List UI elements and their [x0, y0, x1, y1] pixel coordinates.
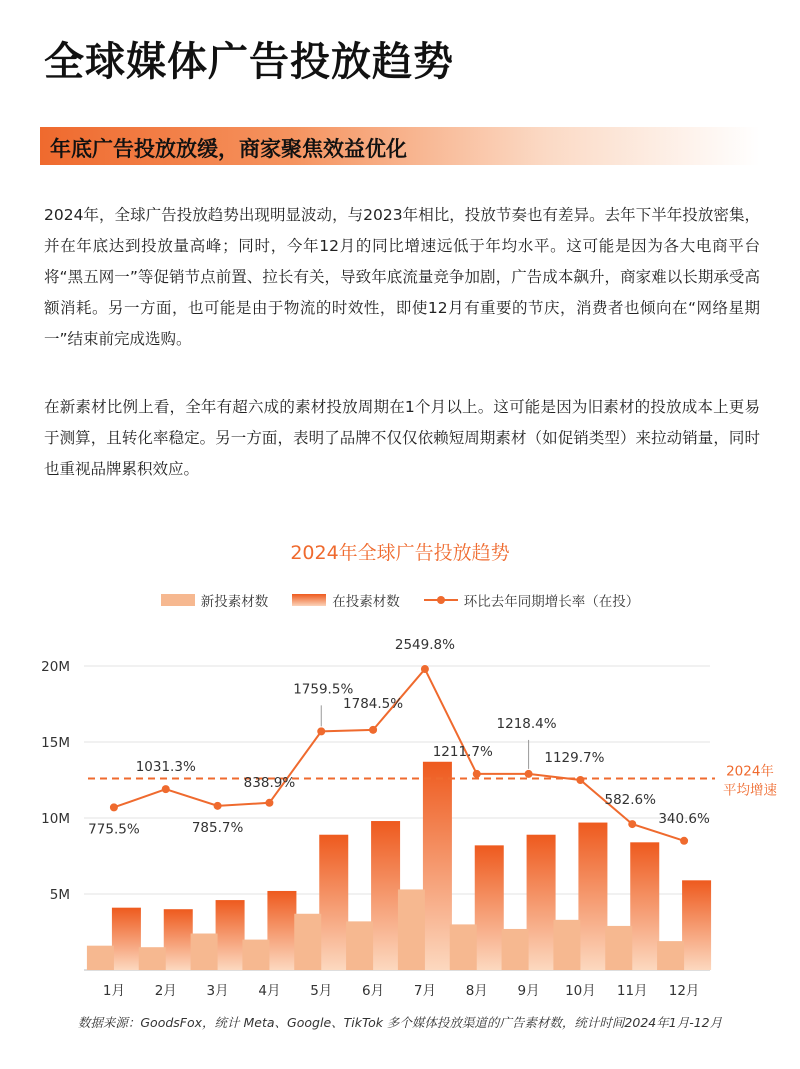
legend-item-new: [161, 590, 269, 610]
bar-new: [139, 947, 166, 970]
chart-legend: [0, 590, 800, 610]
section-title: 年底广告投放放缓，商家聚焦效益优化: [50, 137, 407, 161]
x-tick-label: 3月: [206, 983, 229, 999]
growth-data-label: 340.6%: [658, 810, 710, 827]
growth-data-label: 838.9%: [243, 774, 296, 791]
data-source-note: 数据来源：GoodsFox，统计 Meta、Google、TikTok 多个媒体投放渠道的广告素材数，统计时间2024年1月-12月: [77, 1015, 723, 1030]
body-paragraph-2: 在新素材比例上看，全年有超六成的素材投放周期在1个月以上。这可能是因为旧素材的投放成本上更易于测算，且转化率稳定。另一方面，表明了品牌不仅仅依赖短周期素材（如促销类型）来拉动销量，同时也重视品牌累积效应。: [44, 398, 760, 478]
bar-in-play: [423, 762, 452, 970]
growth-data-label: 1218.4%: [496, 715, 557, 732]
x-tick-label: 10月: [565, 983, 596, 999]
bar-new: [450, 924, 477, 970]
growth-data-label: 1129.7%: [544, 750, 605, 766]
growth-point: [680, 837, 688, 845]
bar-in-play: [164, 909, 193, 970]
bar-new: [605, 926, 632, 970]
bar-new: [191, 934, 218, 970]
bar-in-play: [630, 842, 659, 970]
x-tick-label: 4月: [258, 983, 281, 999]
page-title: 全球媒体广告投放趋势: [44, 39, 454, 85]
body-paragraph-1: 2024年，全球广告投放趋势出现明显波动，与2023年相比，投放节奏也有差异。去年下半年投放密集，并在年底达到投放量高峰；同时，今年12月的同比增速远低于年均水平。这可能是因为各大电商平台将“黑五网一”等促销节点前置、拉长有关，导致年底流量竞争加剧，广告成本飙升，商家难以长期承受高额消耗。另一方面，也可能是由于物流的时效性，即使12月有重要的节庆，消费者也倾向在“网络星期一”结束前完成选购。: [44, 206, 760, 348]
x-tick-label: 1月: [102, 983, 125, 999]
bar-in-play: [527, 835, 556, 970]
bar-new: [657, 941, 684, 970]
legend-label-on: 在投素材数: [332, 594, 400, 610]
growth-data-label: 775.5%: [88, 821, 140, 838]
growth-point: [214, 802, 222, 810]
growth-point: [525, 770, 533, 778]
x-tick-label: 6月: [362, 983, 385, 999]
growth-data-label: 1031.3%: [135, 759, 196, 776]
y-tick-label: 15M: [41, 735, 70, 751]
x-tick-label: 2月: [154, 983, 177, 999]
bar-new: [242, 940, 269, 970]
growth-point: [473, 770, 481, 778]
bar-new: [346, 921, 373, 970]
growth-data-label: 785.7%: [191, 819, 244, 836]
growth-data-label: 1211.7%: [432, 743, 493, 760]
growth-data-label: 1784.5%: [343, 695, 404, 712]
bar-new: [398, 889, 425, 970]
x-tick-label: 5月: [310, 983, 333, 999]
growth-point: [369, 726, 377, 734]
x-tick-label: 11月: [616, 983, 648, 999]
bar-in-play: [112, 908, 141, 970]
chart-plot-area: [0, 620, 800, 1010]
x-tick-label: 12月: [668, 983, 700, 999]
chart-title: 2024年全球广告投放趋势: [290, 542, 510, 564]
growth-point: [628, 820, 636, 828]
bar-in-play: [371, 821, 400, 970]
legend-swatch-new: [161, 594, 195, 606]
x-tick-label: 7月: [413, 983, 436, 999]
legend-swatch-on: [292, 594, 326, 606]
growth-point: [421, 665, 429, 673]
bar-in-play: [319, 835, 348, 970]
growth-point: [317, 727, 325, 735]
legend-swatch-growth: [424, 594, 458, 606]
y-tick-label: 5M: [49, 887, 70, 903]
bar-in-play: [682, 880, 711, 970]
y-tick-label: 10M: [41, 811, 70, 827]
y-tick-label: 20M: [41, 659, 70, 675]
legend-item-growth: [424, 590, 640, 610]
growth-data-label: 1759.5%: [293, 681, 354, 698]
bar-new: [502, 929, 529, 970]
growth-data-label: 582.6%: [604, 792, 656, 809]
average-label-line1: 2024年: [726, 763, 774, 780]
growth-point: [110, 803, 118, 811]
bar-new: [87, 946, 114, 970]
bar-in-play: [578, 823, 607, 970]
average-label-line2: 平均增速: [723, 782, 777, 799]
bar-in-play: [267, 891, 296, 970]
legend-item-on: [292, 590, 400, 610]
legend-label-growth: 环比去年同期增长率（在投）: [463, 594, 640, 610]
bar-new: [294, 914, 321, 970]
growth-data-label: 2549.8%: [394, 637, 455, 654]
growth-point: [576, 776, 584, 784]
growth-point: [162, 785, 170, 793]
bar-new: [553, 920, 580, 970]
x-tick-label: 8月: [465, 983, 488, 999]
legend-label-new: 新投素材数: [200, 594, 269, 610]
bar-in-play: [475, 845, 504, 970]
x-tick-label: 9月: [517, 983, 540, 999]
growth-point: [265, 799, 273, 807]
bar-in-play: [216, 900, 245, 970]
